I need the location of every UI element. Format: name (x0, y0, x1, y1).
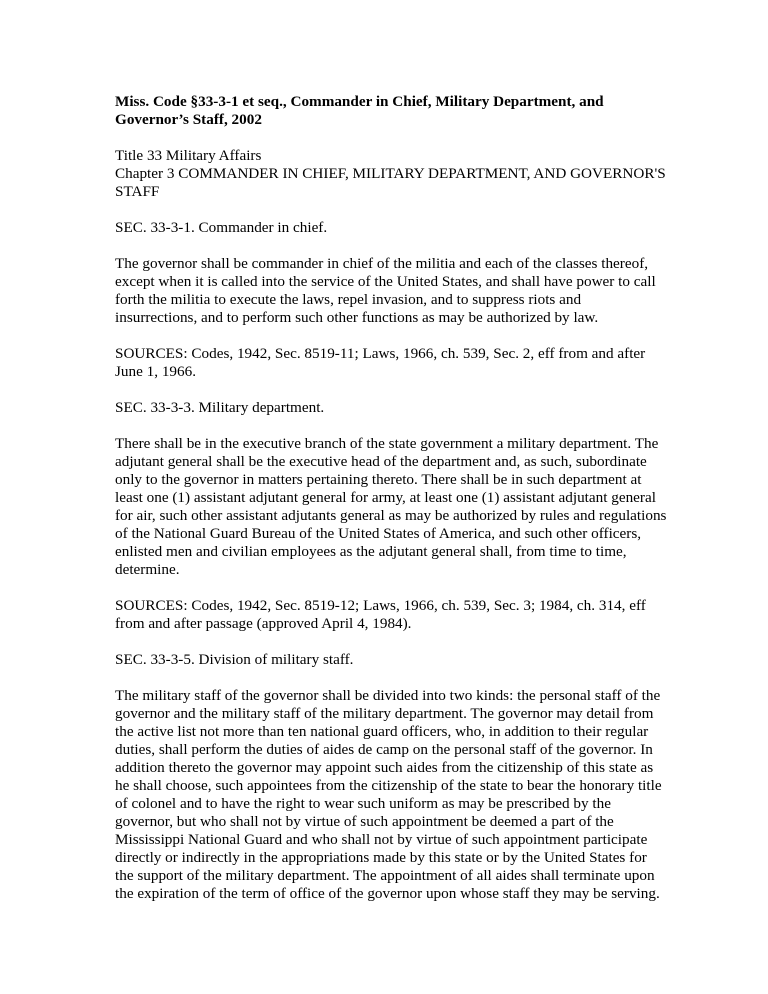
section-body-33-3-5: The military staff of the governor shall be divided into two kinds: the personal staff of the governor and the military staff of the military department. The governor may detail from the active list not more than ten national guard officers, who, in addition to their regular duties, shall perform the duties of aides de camp on the personal staff of the governor. In addition thereto the governor may appoint such aides from the citizenship of this state as he shall choose, such appointees from the citizenship of the state to bear the honorary title of colonel and to have the right to wear such uniform as may be prescribed by the governor, but who shall not by virtue of such appointment be deemed a part of the Mississippi National Guard and who shall not by virtue of such appointment participate directly or indirectly in the appropriations made by this state or by the United States for the support of the military department. The appointment of all aides shall terminate upon the expiration of the term of office of the governor upon whose staff they may be serving. (115, 687, 662, 902)
section-heading-33-3-5: SEC. 33-3-5. Division of military staff. (115, 651, 354, 668)
section-heading-33-3-1: SEC. 33-3-1. Commander in chief. (115, 219, 328, 236)
document-title: Miss. Code §33-3-1 et seq., Commander in Chief, Military Department, and Governor’s Staff, 2002 (115, 93, 604, 128)
section-heading-33-3-3: SEC. 33-3-3. Military department. (115, 399, 325, 416)
document-page (115, 93, 667, 921)
section-body-33-3-3: There shall be in the executive branch of the state government a military department. The adjutant general shall be the executive head of the department and, as such, subordinate only to the governor in matters pertaining thereto. There shall be in such department at least one (1) assistant adjutant general for army, at least one (1) assistant adjutant general for air, such other assistant adjutants general as may be authorized by rules and regulations of the National Guard Bureau of the United States of America, and such other officers, enlisted men and civilian employees as the adjutant general shall, from time to time, determine. (115, 435, 667, 578)
section-sources-33-3-3: SOURCES: Codes, 1942, Sec. 8519-12; Laws, 1966, ch. 539, Sec. 3; 1984, ch. 314, eff from and after passage (approved April 4, 1984). (115, 597, 646, 632)
section-sources-33-3-1: SOURCES: Codes, 1942, Sec. 8519-11; Laws, 1966, ch. 539, Sec. 2, eff from and after June 1, 1966. (115, 345, 646, 380)
chapter-line: Chapter 3 COMMANDER IN CHIEF, MILITARY DEPARTMENT, AND GOVERNOR'S STAFF (115, 165, 666, 200)
chapter-header (115, 147, 667, 201)
title-line: Title 33 Military Affairs (115, 147, 262, 164)
section-body-33-3-1: The governor shall be commander in chief of the militia and each of the classes thereof, except when it is called into the service of the United States, and shall have power to call forth the militia to execute the laws, repel invasion, and to suppress riots and insurrections, and to perform such other functions as may be authorized by law. (115, 255, 656, 326)
